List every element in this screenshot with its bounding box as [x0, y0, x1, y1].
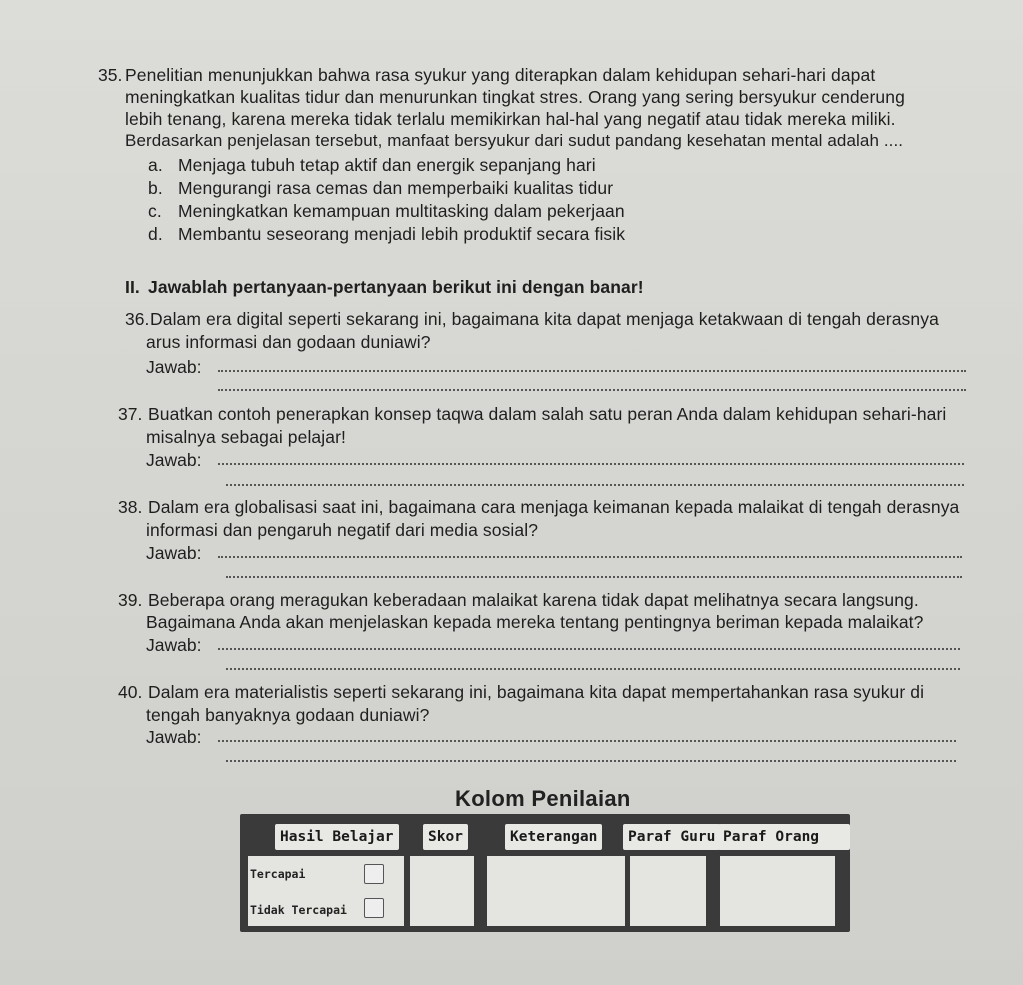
question-40-number: 40. — [118, 682, 143, 702]
rubric-cell-paraf-orang-tua[interactable] — [720, 856, 835, 926]
question-40-answer-label: Jawab: — [146, 727, 202, 747]
question-37-line-1: Buatkan contoh penerapkan konsep taqwa dalam salah satu peran Anda dalam kehidupan sehari-hari — [148, 404, 947, 424]
question-38-answer-line-2[interactable] — [226, 576, 962, 578]
question-35-line-1: Penelitian menunjukkan bahwa rasa syukur yang diterapkan dalam kehidupan sehari-hari dapat — [125, 65, 876, 85]
question-40-line-1: Dalam era materialistis seperti sekarang ini, bagaimana kita dapat mempertahankan rasa syukur di — [148, 682, 925, 702]
question-38-answer-label: Jawab: — [146, 543, 202, 563]
question-40-answer-line-1[interactable] — [218, 740, 956, 742]
option-a[interactable] — [148, 154, 596, 176]
question-37-answer-line-2[interactable] — [226, 484, 964, 486]
option-d[interactable] — [148, 223, 625, 245]
question-39-answer-label: Jawab: — [146, 635, 202, 655]
question-36-answer-line-2[interactable] — [218, 389, 966, 391]
option-d-text: Membantu seseorang menjadi lebih produktif secara fisik — [178, 224, 626, 244]
question-36-number: 36. — [125, 309, 150, 329]
rubric-cell-skor[interactable] — [410, 856, 474, 926]
question-38-line-1: Dalam era globalisasi saat ini, bagaimana cara menjaga keimanan kepada malaikat di tengah derasnya — [148, 497, 960, 517]
question-35-line-2: meningkatkan kualitas tidur dan menurunkan tingkat stres. Orang yang sering bersyukur cenderung — [125, 87, 905, 107]
section-ii-title: Jawablah pertanyaan-pertanyaan berikut ini dengan banar! — [148, 277, 644, 297]
question-36-line-1: Dalam era digital seperti sekarang ini, bagaimana kita dapat menjaga ketakwaan di tengah derasnya — [150, 309, 939, 329]
question-39-answer-line-2[interactable] — [226, 668, 960, 670]
rubric-header-hasil-belajar: Hasil Belajar — [275, 824, 399, 850]
rubric-header-paraf-orang-tua: Paraf Orang — [718, 824, 850, 850]
rubric-header-paraf-guru: Paraf Guru — [623, 824, 720, 850]
question-39-line-1: Beberapa orang meragukan keberadaan malaikat karena tidak dapat melihatnya secara langsung. — [148, 590, 919, 610]
option-c-text: Meningkatkan kemampuan multitasking dalam pekerjaan — [178, 201, 625, 221]
question-38-line-2: informasi dan pengaruh negatif dari media sosial? — [146, 520, 539, 540]
rubric-header-keterangan: Keterangan — [505, 824, 602, 850]
question-36-answer-label: Jawab: — [146, 357, 202, 377]
question-39-answer-line-1[interactable] — [218, 648, 960, 650]
option-c-letter: c. — [148, 201, 162, 221]
option-a-letter: a. — [148, 155, 163, 175]
rubric-row-tidak-tercapai: Tidak Tercapai — [250, 903, 347, 917]
question-37-answer-line-1[interactable] — [218, 463, 964, 465]
option-b-letter: b. — [148, 178, 163, 198]
option-a-text: Menjaga tubuh tetap aktif dan energik sepanjang hari — [178, 155, 596, 175]
question-36-line-2: arus informasi dan godaan duniawi? — [146, 332, 431, 352]
question-40-answer-line-2[interactable] — [226, 760, 956, 762]
option-b[interactable] — [148, 177, 613, 199]
rubric-header-skor: Skor — [423, 824, 468, 850]
question-35-line-3: lebih tenang, karena mereka tidak terlalu memikirkan hal-hal yang negatif atau tidak mereka miliki. — [125, 109, 896, 129]
question-37-number: 37. — [118, 404, 143, 424]
option-c[interactable] — [148, 200, 625, 222]
rubric-cell-paraf-guru[interactable] — [630, 856, 706, 926]
rubric-cell-keterangan[interactable] — [487, 856, 625, 926]
rubric-row-tercapai: Tercapai — [250, 867, 306, 881]
question-38-number: 38. — [118, 497, 143, 517]
section-ii-numeral: II. — [125, 277, 140, 297]
tercapai-checkbox[interactable] — [364, 864, 384, 884]
question-35-number: 35. — [98, 65, 123, 85]
rubric-title: Kolom Penilaian — [455, 786, 631, 811]
option-b-text: Mengurangi rasa cemas dan memperbaiki kualitas tidur — [178, 178, 614, 198]
question-39-number: 39. — [118, 590, 143, 610]
question-40-line-2: tengah banyaknya godaan duniawi? — [146, 705, 430, 725]
question-36-answer-line-1[interactable] — [218, 370, 966, 372]
question-39-line-2: Bagaimana Anda akan menjelaskan kepada mereka tentang pentingnya beriman kepada malaikat? — [146, 612, 924, 632]
rubric-table — [240, 814, 850, 932]
question-37-answer-label: Jawab: — [146, 450, 202, 470]
question-35-line-4: Berdasarkan penjelasan tersebut, manfaat bersyukur dari sudut pandang kesehatan mental adalah .... — [125, 131, 904, 150]
tidak-tercapai-checkbox[interactable] — [364, 898, 384, 918]
question-37-line-2: misalnya sebagai pelajar! — [146, 427, 346, 447]
option-d-letter: d. — [148, 224, 163, 244]
question-38-answer-line-1[interactable] — [218, 556, 962, 558]
